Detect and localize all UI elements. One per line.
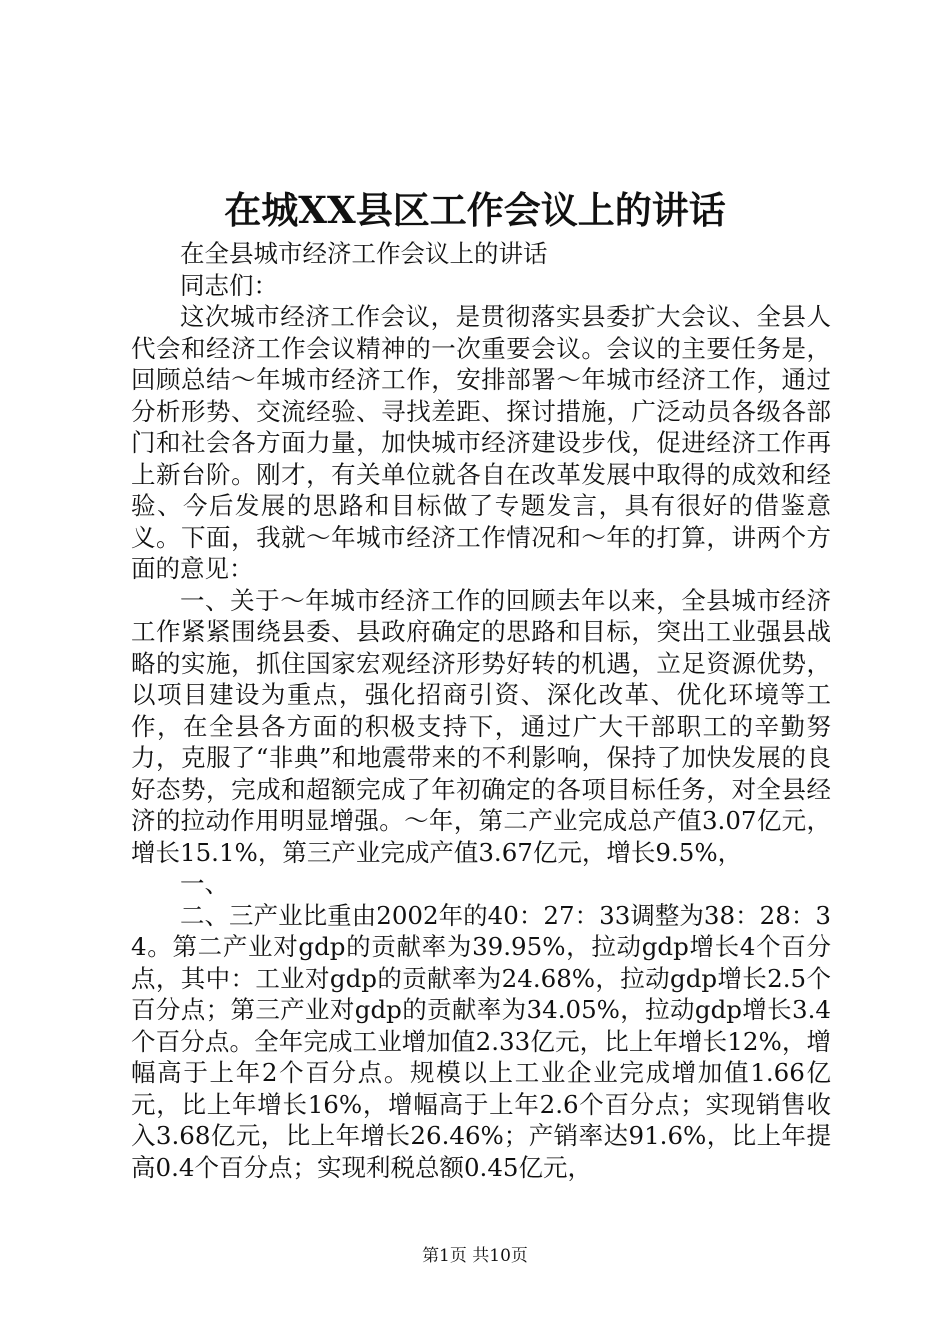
speech-heading: 在全县城市经济工作会议上的讲话 [180, 239, 548, 268]
page-number-footer: 第1页 共10页 [422, 1246, 528, 1266]
body-paragraph: 一、关于～年城市经济工作的回顾去年以来，全县城市经济工作紧紧围绕县委、县政府确定的思路和目标，突出工业强县战略的实施，抓住国家宏观经济形势好转的机遇，立足资源优势，以项目建设为重点，强化招商引资、深化改革、优化环境等工作，在全县各方面的积极支持下，通过广大干部职工的辛勤努力，克服了“非典”和地震带来的不利影响，保持了加快发展的良好态势，完成和超额完成了年初确定的各项目标任务，对全县经济的拉动作用明显增强。～年，第二产业完成总产值3.07亿元，增长15.1%，第三产业完成产值3.67亿元，增长9.5%， [131, 585, 831, 867]
salutation: 同志们： [180, 270, 278, 300]
document-title: 在城XX县区工作会议上的讲话 [224, 188, 726, 232]
body-paragraph: 二、三产业比重由2002年的40：27：33调整为38：28：34。第二产业对gdp的贡献率为39.95%，拉动gdp增长4个百分点，其中：工业对gdp的贡献率为24.68%，拉动gdp增长2.5个百分点；第三产业对gdp的贡献率为34.05%，拉动gdp增长3.4个百分点。全年完成工业增加值2.33亿元，比上年增长12%，增幅高于上年2个百分点。规模以上工业企业完成增加值1.66亿元，比上年增长16%，增幅高于上年2.6个百分点；实现销售收入3.68亿元，比上年增长26.46%；产销率达91.6%，比上年提高0.4个百分点；实现利税总额0.45亿元， [131, 900, 831, 1182]
document-body [131, 238, 831, 1183]
body-paragraph: 一、 [180, 869, 229, 898]
body-paragraph: 这次城市经济工作会议，是贯彻落实县委扩大会议、全县人代会和经济工作会议精神的一次重要会议。会议的主要任务是，回顾总结～年城市经济工作，安排部署～年城市经济工作，通过分析形势、交流经验、寻找差距、探讨措施，广泛动员各级各部门和社会各方面力量，加快城市经济建设步伐，促进经济工作再上新台阶。刚才，有关单位就各自在改革发展中取得的成效和经验、今后发展的思路和目标做了专题发言，具有很好的借鉴意义。下面，我就～年城市经济工作情况和～年的打算，讲两个方面的意见： [131, 302, 831, 583]
